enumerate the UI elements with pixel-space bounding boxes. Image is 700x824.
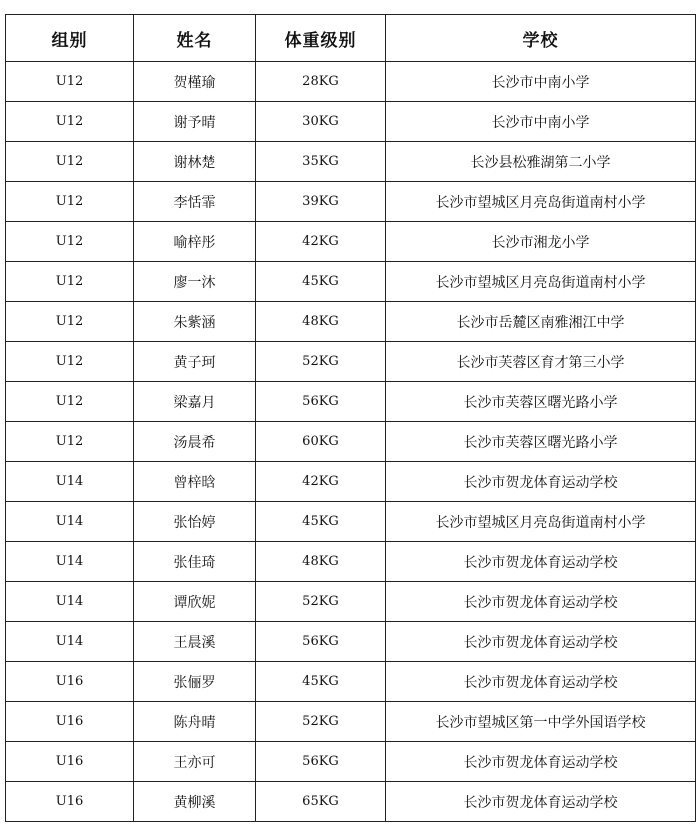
cell-group: U12	[6, 102, 134, 142]
cell-group: U16	[6, 662, 134, 702]
cell-school: 长沙市贺龙体育运动学校	[386, 622, 696, 662]
cell-group: U16	[6, 782, 134, 822]
cell-group: U16	[6, 702, 134, 742]
cell-weight-class: 56KG	[256, 382, 386, 422]
header-name: 姓名	[134, 15, 256, 62]
cell-group: U14	[6, 462, 134, 502]
cell-name: 朱紫涵	[134, 302, 256, 342]
cell-weight-class: 42KG	[256, 222, 386, 262]
cell-group: U14	[6, 622, 134, 662]
table-row	[6, 502, 696, 542]
cell-weight-class: 48KG	[256, 302, 386, 342]
cell-name: 张俪罗	[134, 662, 256, 702]
table-row	[6, 462, 696, 502]
cell-school: 长沙市岳麓区南雅湘江中学	[386, 302, 696, 342]
cell-school: 长沙县松雅湖第二小学	[386, 142, 696, 182]
header-school: 学校	[386, 15, 696, 62]
table-row	[6, 382, 696, 422]
cell-name: 贺槿瑜	[134, 62, 256, 102]
table-row	[6, 702, 696, 742]
cell-group: U14	[6, 582, 134, 622]
cell-weight-class: 39KG	[256, 182, 386, 222]
cell-school: 长沙市芙蓉区曙光路小学	[386, 422, 696, 462]
header-weight-class: 体重级别	[256, 15, 386, 62]
table-row	[6, 342, 696, 382]
cell-name: 谢林楚	[134, 142, 256, 182]
cell-name: 王晨溪	[134, 622, 256, 662]
cell-weight-class: 45KG	[256, 662, 386, 702]
cell-school: 长沙市中南小学	[386, 102, 696, 142]
cell-weight-class: 52KG	[256, 342, 386, 382]
cell-school: 长沙市中南小学	[386, 62, 696, 102]
cell-weight-class: 52KG	[256, 702, 386, 742]
cell-school: 长沙市望城区月亮岛街道南村小学	[386, 262, 696, 302]
table-body	[6, 62, 696, 822]
cell-group: U12	[6, 422, 134, 462]
table-row	[6, 102, 696, 142]
cell-weight-class: 28KG	[256, 62, 386, 102]
cell-weight-class: 56KG	[256, 622, 386, 662]
cell-weight-class: 48KG	[256, 542, 386, 582]
cell-school: 长沙市芙蓉区曙光路小学	[386, 382, 696, 422]
table-row	[6, 222, 696, 262]
cell-school: 长沙市望城区月亮岛街道南村小学	[386, 182, 696, 222]
cell-school: 长沙市贺龙体育运动学校	[386, 542, 696, 582]
cell-group: U12	[6, 142, 134, 182]
cell-name: 廖一沐	[134, 262, 256, 302]
cell-school: 长沙市贺龙体育运动学校	[386, 662, 696, 702]
cell-name: 李恬霏	[134, 182, 256, 222]
table-row	[6, 262, 696, 302]
cell-name: 黄子珂	[134, 342, 256, 382]
table-row	[6, 622, 696, 662]
table-row	[6, 142, 696, 182]
cell-group: U12	[6, 262, 134, 302]
cell-group: U12	[6, 342, 134, 382]
header-group: 组别	[6, 15, 134, 62]
roster-table	[5, 14, 696, 822]
cell-weight-class: 30KG	[256, 102, 386, 142]
cell-group: U12	[6, 382, 134, 422]
table-row	[6, 62, 696, 102]
cell-weight-class: 60KG	[256, 422, 386, 462]
cell-weight-class: 45KG	[256, 262, 386, 302]
cell-name: 谭欣妮	[134, 582, 256, 622]
cell-name: 梁嘉月	[134, 382, 256, 422]
cell-group: U16	[6, 742, 134, 782]
cell-school: 长沙市贺龙体育运动学校	[386, 462, 696, 502]
cell-name: 王亦可	[134, 742, 256, 782]
cell-name: 张佳琦	[134, 542, 256, 582]
table-row	[6, 302, 696, 342]
cell-weight-class: 56KG	[256, 742, 386, 782]
table-row	[6, 742, 696, 782]
table-header	[6, 15, 696, 62]
cell-school: 长沙市望城区月亮岛街道南村小学	[386, 502, 696, 542]
cell-school: 长沙市贺龙体育运动学校	[386, 582, 696, 622]
cell-weight-class: 45KG	[256, 502, 386, 542]
table-row	[6, 182, 696, 222]
cell-name: 张怡婷	[134, 502, 256, 542]
cell-group: U14	[6, 542, 134, 582]
cell-school: 长沙市望城区第一中学外国语学校	[386, 702, 696, 742]
cell-group: U12	[6, 62, 134, 102]
cell-school: 长沙市贺龙体育运动学校	[386, 742, 696, 782]
cell-name: 谢予晴	[134, 102, 256, 142]
cell-name: 陈舟晴	[134, 702, 256, 742]
cell-school: 长沙市贺龙体育运动学校	[386, 782, 696, 822]
cell-weight-class: 35KG	[256, 142, 386, 182]
cell-name: 曾梓晗	[134, 462, 256, 502]
table-row	[6, 782, 696, 822]
cell-name: 喻梓彤	[134, 222, 256, 262]
cell-name: 汤晨希	[134, 422, 256, 462]
table-row	[6, 542, 696, 582]
roster-table-container	[5, 14, 695, 822]
cell-group: U12	[6, 222, 134, 262]
cell-group: U12	[6, 302, 134, 342]
cell-name: 黄柳溪	[134, 782, 256, 822]
cell-school: 长沙市芙蓉区育才第三小学	[386, 342, 696, 382]
cell-weight-class: 65KG	[256, 782, 386, 822]
cell-weight-class: 52KG	[256, 582, 386, 622]
header-row	[6, 15, 696, 62]
table-row	[6, 422, 696, 462]
cell-weight-class: 42KG	[256, 462, 386, 502]
table-row	[6, 582, 696, 622]
table-row	[6, 662, 696, 702]
cell-group: U14	[6, 502, 134, 542]
cell-group: U12	[6, 182, 134, 222]
cell-school: 长沙市湘龙小学	[386, 222, 696, 262]
